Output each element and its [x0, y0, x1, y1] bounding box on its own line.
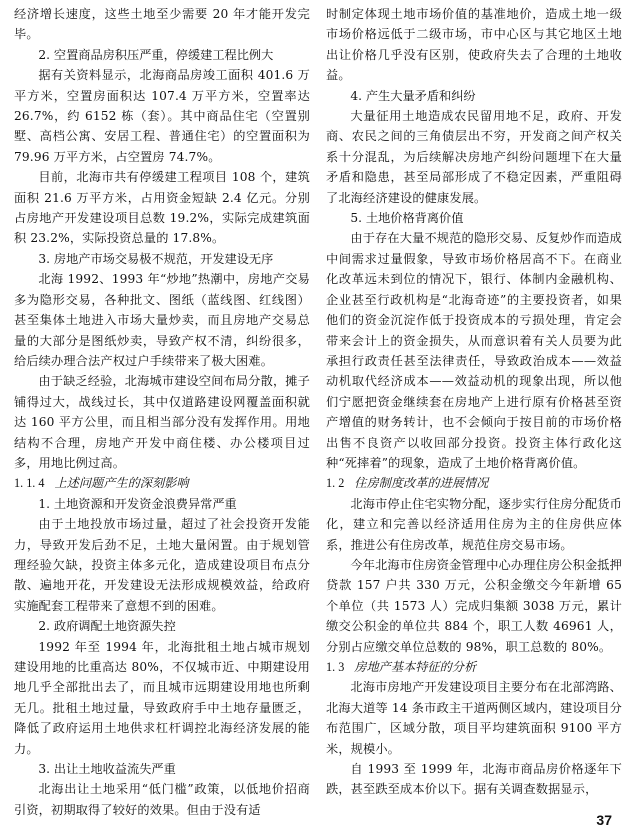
paragraph: 今年北海市住房资金管理中心办理住房公积金抵押贷款 157 户共 330 万元，公积金缴交今年新增 65 个单位（共 1573 人）完成归集额 3038 万元，累计缴交公积金的单位共 884 个，职工人数 46961 人，分别占应缴交单位总数的 98%，职工总数的 80%。 [326, 557, 622, 654]
section-title: 房地产基本特征的分析 [354, 660, 477, 674]
subheading: 2. 空置商品房积压严重，停缓建工程比例大 [38, 47, 274, 62]
subheading: 3. 出让土地收益流失严重 [38, 762, 176, 777]
section-heading [326, 657, 622, 677]
paragraph: 据有关资料显示，北海商品房竣工面积 401.6 万平方米，空置房面积达 107.4 万平方米，空置率达 26.7%，约 6152 栋（套）。其中商品住宅（空置别墅、高档公寓、安居工程、普通住宅）的空置面积为 79.96 万平方米，占空置房 74.7%。 [14, 68, 310, 164]
section-heading [326, 473, 622, 493]
subheading: 2. 政府调配土地资源失控 [38, 619, 176, 634]
paragraph: 北海市停止住宅实物分配，逐步实行住房分配货币化，建立和完善以经济适用住房为主的住房供应体系，推进公有住房改革，规范住房交易市场。 [326, 496, 622, 552]
subheading: 1. 土地资源和开发资金浪费异常严重 [38, 496, 237, 511]
paragraph: 目前，北海市共有停缓建工程项目 108 个，建筑面积 21.6 万平方米，占用资金短缺 2.4 亿元。分别占房地产开发建设项目总数 19.2%，实际完成建筑面积 23.2%，实际投资总量的 17.8%。 [14, 170, 310, 246]
section-number: 1. 3 [326, 660, 345, 674]
paragraph: 北海市房地产开发建设项目主要分布在北部湾路、北海大道等 14 条市政主干道两侧区域内，建设项目分布范围广，区域分散，项目平均建筑面积 9100 平方米，规模小。 [326, 680, 622, 756]
right-column [326, 4, 622, 800]
paragraph: 1992 年至 1994 年，北海批租土地占城市规划建设用地的比重高达 80%，不仅城市近、中期建设用地几乎全部批出去了，而且城市远期建设用地也所剩无几。批租土地过量，导致政府手中土地存量匮乏，降低了政府运用土地供求杠杆调控北海经济发展的能力。 [14, 639, 310, 756]
paragraph: 北海 1992、1993 年“炒地”热潮中，房地产交易多为隐形交易，各种批文、图纸（蓝线图、红线图）甚至集体土地进入市场大量炒卖，而且房地产交易总量的大部分是图纸炒卖，导致产权不清，纠纷很多，给后续办理合法产权过户手续带来了极大困难。 [14, 272, 310, 368]
section-number: 1. 1. 4 [14, 476, 45, 491]
paragraph: 北海出让土地采用“低门槛”政策，以低地价招商引资，初期取得了较好的效果。但由于没有适 [14, 782, 310, 817]
left-column [14, 4, 310, 820]
page-number: 37 [596, 812, 612, 828]
section-title: 住房制度改革的进展情况 [354, 476, 489, 491]
subheading: 3. 房地产市场交易极不规范，开发建设无序 [38, 251, 274, 266]
section-heading [14, 473, 310, 493]
paragraph: 经济增长速度，这些土地至少需要 20 年才能开发完毕。 [14, 7, 310, 42]
paragraph: 大量征用土地造成农民留用地不足，政府、开发商、农民之间的三角债层出不穷，开发商之间产权关系十分混乱，为后续解决房地产纠纷问题埋下在大量矛盾和隐患，甚至局部形成了不稳定因素，严重阻碍了北海经济建设的健康发展。 [326, 109, 622, 205]
paragraph: 由于存在大量不规范的隐形交易、反复炒作而造成中间需求过量假象，导致市场价格居高不下。在商业化改革远未到位的情况下，银行、体制内金融机构、企业甚至行政机构是“北海奇迹”的主要投资者，如果他们的资金沉淀作低于投资成本的亏损处理，肯定会带来会计上的资金损失，从而意识着有关人员要为此承担行政责任甚至法律责任，导致政治成本——效益动机取代经济成本——效益动机的现象出现，所以他们宁愿把资金继续套在房地产上进行原有价格甚至资产增值的财务转计，也不会倾向于按目前的市场价格出售不良资产以收回部分投资。投资主体行政化这种“死摔着”的现象，造成了土地价格背离价值。 [326, 231, 622, 470]
subheading: 4. 产生大量矛盾和纠纷 [350, 88, 476, 103]
paragraph: 由于土地投放市场过量，超过了社会投资开发能力，导致开发后劲不足，土地大量闲置。由于规划管理经验欠缺，投资主体多元化，造成建设项目布点分散、遍地开花，开发建设无法形成规模效益，给政府实施配套工程带来了意想不到的困难。 [14, 517, 310, 613]
paragraph: 时制定体现土地市场价值的基准地价，造成土地一级市场价格远低于二级市场，市中心区与其它地区土地出让价格几乎没有区别，使政府失去了合理的土地收益。 [326, 7, 622, 83]
section-number: 1. 2 [326, 476, 345, 491]
paragraph: 由于缺乏经验，北海城市建设空间布局分散，摊子铺得过大，战线过长，其中仅道路建设网覆盖面积就达 160 平方公里，而且相当部分没有发挥作用。用地结构不合理，房地产开发中商住楼、办公楼项目过多，用地比例过高。 [14, 374, 310, 470]
section-title: 上述问题产生的深刻影响 [54, 476, 189, 491]
paragraph: 自 1993 至 1999 年，北海市商品房价格逐年下跌，甚至跌至成本价以下。据有关调查数据显示， [326, 762, 622, 797]
subheading: 5. 土地价格背离价值 [350, 211, 464, 226]
